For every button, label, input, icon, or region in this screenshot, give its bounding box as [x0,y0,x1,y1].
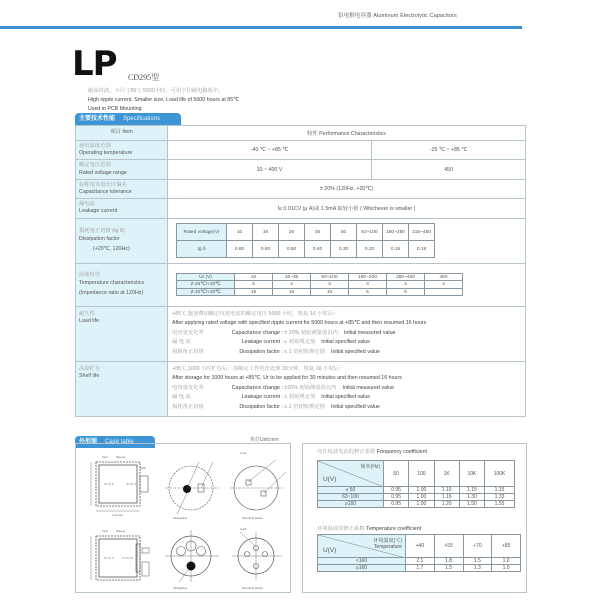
fc-row [318,501,515,508]
page-header [0,0,600,32]
df-voltage-cell: 16 [253,224,279,241]
fc-row [318,494,515,501]
tcf-diag-voltage: U(V) [323,547,337,554]
fc-value-cell: 1.15 [485,487,515,494]
load-life-item: 电容量变化率 Capacitance change : ± 20% 初始测量值以内 Initial measured value [172,329,396,336]
product-description [88,87,239,114]
temperature-coefficient-title: 环境温度的修正系数 Temperature coefficient [317,526,422,532]
label-operating-temp: 使用温度范围 Operating temperature [76,141,168,160]
fc-value-cell: 1.30 [459,494,484,501]
df-value-cell: 0.15 [383,241,409,258]
row-load-life [76,306,526,361]
case-tab-en: Case table [105,439,134,445]
df-voltage-cell: 10 [227,224,253,241]
type-code: CD295型 [128,73,160,82]
fc-value-cell: 1.20 [434,501,459,508]
header-rule [0,26,522,29]
fc-voltage-cell: 63~100 [318,494,384,501]
label-l-dim: L+2max [112,513,123,517]
tcf-value-cell: 1.0 [492,565,521,572]
specifications-tab [75,113,181,125]
fc-value-cell: 1.10 [434,487,459,494]
tcf-diag-temperature: 环境温度(℃) Temperature [373,538,402,550]
df-voltage-cell: 25 [279,224,305,241]
desc-cn: 耐高纹波，小尺寸85℃ 5000小时，可用于印刷电路板中。 [88,88,224,94]
tc-voltage-cell: 16~35 [273,273,311,281]
fc-diag-voltage: U(V) [323,476,337,483]
frequency-coefficient-table [317,460,515,508]
fc-diag-frequency: 频率(Hz) [360,464,380,470]
df-value-cell: 0.18 [409,241,435,258]
dissipation-table [176,223,435,258]
header-performance: 特性 Performance Characteristics [168,126,526,141]
label-vent: Vent [102,455,109,459]
fc-value-cell: 1.00 [409,487,434,494]
tc-z25-row [177,281,463,289]
temperature-coefficient-table [317,534,521,572]
tcf-temperature-header: +40 [406,535,435,558]
label-cap-tolerance: 标称电容量允许偏差 Capacitance tolerance [76,179,168,198]
shelf-life-line-cn: +85℃,1000 小时贮存后，加额定工作电压处理 30分钟，恢复 16 小时后： [172,365,345,372]
tc-row-header-z25: Z-25℃/+20℃ [177,281,235,289]
tcf-voltage-cell: <160 [318,558,406,565]
side-view-drawing-4pin [84,526,164,590]
label-polarity-2: ⊖Negative [173,586,188,590]
fc-voltage-cell: ≤ 50 [318,487,384,494]
mounting-holes-drawing-2 [226,448,290,522]
header-item: 项目 Item [76,126,168,141]
tcf-diag-header [318,535,406,558]
fc-row [318,487,515,494]
row-temperature [76,263,526,306]
df-voltage-cell: 63~100 [357,224,383,241]
df-row-header-tg: tg δ [177,241,227,258]
product-title [72,44,160,84]
frequency-coefficient-title: 允许纹波电流的修正系数 Frequency coefficient [317,449,428,455]
tcf-temperature-header: +55 [434,535,463,558]
model-name: LP [72,44,117,84]
label-load-life: 耐久性 Load life [76,306,168,361]
value-rated-voltage-a: 10 ~ 400 V [168,160,372,179]
df-value-cell: 0.80 [227,241,253,258]
fc-frequency-header: 1K [434,461,459,487]
df-voltage-cell: 160~250 [383,224,409,241]
row-cap-tolerance [76,179,526,198]
df-value-cell: 0.60 [253,241,279,258]
load-life-item: 损耗角正切值 Dissipation factor : ≤ 2 倍初始规定值 Initial specified value [172,349,380,356]
fc-diag-header [318,461,384,487]
tcf-value-cell: 1.0 [492,558,521,565]
spec-header-row [76,126,526,141]
shelf-life-details [168,361,526,416]
df-value-cell: 0.30 [331,241,357,258]
label-mounting-1: Mounting Holes [242,516,263,520]
label-dissipation: 损耗角正切值 (tg δ) Dissipation factor (+20℃, 120Hz) [76,218,168,263]
label-sleeve-2: Sleeve [116,529,126,533]
tc-z25-cell: 4 [273,281,311,289]
unit-label: 单位Unit:mm [250,437,279,443]
case-tab-cn: 外形图 [79,439,98,445]
tcf-row [318,558,521,565]
fc-voltage-cell: ≥160 [318,501,384,508]
tc-row-header-ur: Ur (V) [177,273,235,281]
tc-voltage-row [177,273,463,281]
df-voltage-row [177,224,435,241]
df-voltage-cell: 35 [305,224,331,241]
fc-value-cell: 1.50 [459,501,484,508]
tc-voltage-cell: 160~200 [349,273,387,281]
spec-tab-en: Specifications [123,116,161,122]
tcf-voltage-cell: ≥160 [318,565,406,572]
shelf-life-item: 漏 电 流 Leakage current : ≤ 初始规定值 Initial specified value [172,394,371,401]
tc-z25-cell: 3 [311,281,349,289]
df-voltage-cell: 50 [331,224,357,241]
tc-voltage-cell: 250~400 [387,273,425,281]
value-rated-voltage-b: 450 [372,160,526,179]
tcf-temperature-header: +70 [463,535,492,558]
dissipation-cell [168,218,526,263]
label-leakage: 漏电流 Leakage current [76,199,168,218]
tc-voltage-cell: 450 [425,273,463,281]
fc-frequency-header: 100K [485,461,515,487]
tc-voltage-cell: 10 [235,273,273,281]
tcf-row [318,565,521,572]
tc-z25-cell: 5 [235,281,273,289]
fc-frequency-header: 50 [384,461,409,487]
tcf-temperature-header: +85 [492,535,521,558]
df-value-cell: 0.20 [357,241,383,258]
load-life-line-cn: +85℃ 施加叠加额定纹波电流的额定电压 5000 小时，恢复 16 小时后： [172,310,339,317]
bottom-view-drawing-2pin [161,448,223,522]
fc-value-cell: 0.95 [384,494,409,501]
label-vent-2: Vent [102,529,109,533]
fc-value-cell: 0.95 [384,487,409,494]
tc-voltage-cell: 50~100 [311,273,349,281]
label-mounting-2: Mounting Holes [242,586,263,590]
row-rated-voltage [76,160,526,179]
tcf-value-cell: 2.1 [406,558,435,565]
fc-value-cell: 1.00 [409,501,434,508]
fc-frequency-header: 100 [409,461,434,487]
value-leakage: I≤ 0.01CV (μ A)或 1.5mA 取较小值 ( Whichever is smaller ) [168,199,526,218]
fc-value-cell: 1.16 [434,494,459,501]
df-row-header-voltage: Rated voltage(V) [177,224,227,241]
tcf-value-cell: 1.7 [406,565,435,572]
load-life-item: 漏 电 流 Leakage current : ≤ 初始规定值 Initial specified value [172,339,371,346]
tc-z25-cell: 4 [387,281,425,289]
label-rated-voltage: 额定电压范围 Rated voltage range [76,160,168,179]
row-operating-temp [76,141,526,160]
tcf-header-row [318,535,521,558]
specifications-table [75,125,526,417]
tcf-value-cell: 1.3 [463,565,492,572]
bottom-view-drawing-4pin [161,524,223,592]
tc-z40-cell: 10 [311,288,349,296]
tc-z40-cell: 6 [349,288,387,296]
row-leakage [76,199,526,218]
shelf-life-item: 损耗角正切值 Dissipation factor : ≤ 2 倍初始规定值 Initial specified value [172,404,380,411]
shelf-life-line-en: After storage for 1000 hours at +85℃, Ur to be applied for 30 minutes and then resumed 16 hours [172,375,402,382]
load-life-details [168,306,526,361]
label-sleeve: Sleeve [116,455,126,459]
df-value-row [177,241,435,258]
fc-value-cell: 1.55 [485,501,515,508]
coefficient-panel [302,443,527,593]
fc-value-cell: 0.95 [384,501,409,508]
value-operating-temp-b: -25 ℃ ~ +85 ℃ [372,141,526,160]
desc-en-2: Used in PCB Mounting [88,106,142,112]
fc-frequency-header: 10K [459,461,484,487]
tcf-value-cell: 1.5 [463,558,492,565]
fc-value-cell: 1.15 [459,487,484,494]
value-cap-tolerance: ± 20% (120Hz, +20℃) [168,179,526,198]
mounting-holes-drawing-4 [226,524,290,592]
spec-tab-cn: 主要技术性能 [79,116,116,122]
tc-z40-cell [425,288,463,296]
desc-en-1: High ripple current, Smaller size, Load life of 5000 hours at 85℃ [88,97,240,103]
side-view-drawing-2pin [84,450,164,518]
temperature-table [176,273,463,297]
shelf-life-item: 电容量变化率 Capacitance change : ±20% 初始测量值以内 Initial measured value [172,384,395,391]
label-two-holes: 2-φ4 [240,451,247,455]
tc-z40-cell: 18 [235,288,273,296]
tc-z40-cell: 15 [273,288,311,296]
label-shelf-life: 高温贮存 Shelf life [76,361,168,416]
row-dissipation [76,218,526,263]
fc-value-cell: 1.00 [409,494,434,501]
value-operating-temp-a: -40 ℃ ~ +85 ℃ [168,141,372,160]
tc-row-header-z40: Z-40℃/+20℃ [177,288,235,296]
fc-header-row [318,461,515,487]
tcf-value-cell: 1.8 [434,558,463,565]
series-label: 铝电解电容器 Aluminum Electrolytic Capacitors [338,13,457,19]
tc-z25-cell: 4 [425,281,463,289]
df-value-cell: 0.50 [279,241,305,258]
df-voltage-cell: 315~450 [409,224,435,241]
tcf-value-cell: 1.5 [434,565,463,572]
tc-z40-cell: 8 [387,288,425,296]
tc-z25-cell: 3 [349,281,387,289]
temperature-cell [168,263,526,306]
fc-value-cell: 1.33 [485,494,515,501]
case-drawings [75,443,291,593]
label-four-holes: 4-φ4 [240,527,247,531]
tc-z40-row [177,288,463,296]
df-value-cell: 0.40 [305,241,331,258]
load-life-line-en: After applying rated voltage with specified ripple current for 5000 hours at +85℃ and then resumed 16 hours [172,320,427,327]
label-temperature: 温度特性 Temperature characteristics (Impedance ratio at 120Hz) [76,263,168,306]
row-shelf-life [76,361,526,416]
label-polarity-1: ⊖Negative [173,516,188,520]
